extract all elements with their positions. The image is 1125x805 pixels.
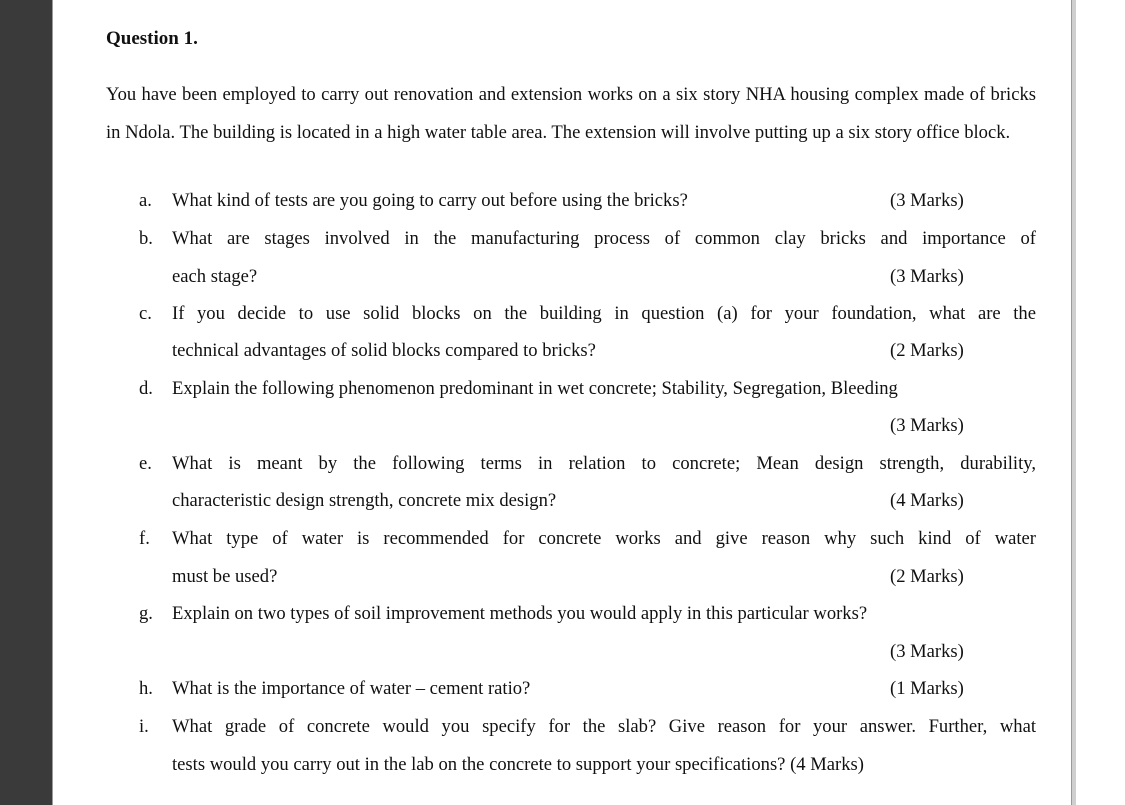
question-g-cont xyxy=(53,641,1073,671)
question-text-continued: tests would you carry out in the lab on the concrete to support your specifications? (4 Marks) xyxy=(172,754,864,775)
question-text-continued: technical advantages of solid blocks compared to bricks? xyxy=(172,340,596,361)
question-e xyxy=(53,453,1073,483)
question-letter: d. xyxy=(139,378,153,399)
question-letter: h. xyxy=(139,678,153,699)
question-text-continued: each stage? xyxy=(172,266,258,287)
question-letter: f. xyxy=(139,528,150,549)
question-text: What is meant by the following terms in relation to concrete; Mean design strength, durability, xyxy=(172,453,1036,474)
question-marks: (2 Marks) xyxy=(890,340,964,361)
question-d-cont xyxy=(53,415,1073,445)
question-text: Explain on two types of soil improvement methods you would apply in this particular works? xyxy=(172,603,868,624)
question-text: What are stages involved in the manufacturing process of common clay bricks and importance of xyxy=(172,228,1036,249)
question-text: What kind of tests are you going to carry out before using the bricks? xyxy=(172,190,688,211)
question-text: Explain the following phenomenon predominant in wet concrete; Stability, Segregation, Bleeding xyxy=(172,378,898,399)
question-f-cont xyxy=(53,566,1073,596)
question-marks: (4 Marks) xyxy=(890,490,964,511)
question-letter: c. xyxy=(139,303,152,324)
question-marks: (3 Marks) xyxy=(890,641,964,662)
question-intro: You have been employed to carry out renovation and extension works on a six story NHA housing complex made of bricks in Ndola. The building is located in a high water table area. The extension will involve putting up a six story office block. xyxy=(106,84,1036,143)
page-gutter xyxy=(1072,0,1125,805)
question-text: If you decide to use solid blocks on the building in question (a) for your foundation, what are the xyxy=(172,303,1036,324)
question-letter: i. xyxy=(139,716,149,737)
question-marks: (3 Marks) xyxy=(890,266,964,287)
question-h xyxy=(53,678,1073,708)
question-marks: (3 Marks) xyxy=(890,415,964,436)
question-i-cont xyxy=(53,754,1073,784)
question-text: What type of water is recommended for concrete works and give reason why such kind of water xyxy=(172,528,1036,549)
question-marks: (2 Marks) xyxy=(890,566,964,587)
question-text: What grade of concrete would you specify for the slab? Give reason for your answer. Further, what xyxy=(172,716,1036,737)
question-a xyxy=(53,190,1073,220)
question-letter: e. xyxy=(139,453,152,474)
question-text: What is the importance of water – cement ratio? xyxy=(172,678,531,699)
question-g xyxy=(53,603,1073,633)
question-e-cont xyxy=(53,490,1073,520)
page-edge-rule xyxy=(1072,0,1076,805)
question-i xyxy=(53,716,1073,746)
question-marks: (3 Marks) xyxy=(890,190,964,211)
question-c-cont xyxy=(53,340,1073,370)
question-letter: a. xyxy=(139,190,152,211)
question-text-continued: characteristic design strength, concrete mix design? xyxy=(172,490,557,511)
question-title: Question 1. xyxy=(106,28,198,49)
document-page xyxy=(52,0,1072,805)
question-b xyxy=(53,228,1073,258)
question-letter: g. xyxy=(139,603,153,624)
question-f xyxy=(53,528,1073,558)
question-marks: (1 Marks) xyxy=(890,678,964,699)
question-letter: b. xyxy=(139,228,153,249)
question-b-cont xyxy=(53,266,1073,296)
question-d xyxy=(53,378,1073,408)
question-c xyxy=(53,303,1073,333)
question-text-continued: must be used? xyxy=(172,566,278,587)
